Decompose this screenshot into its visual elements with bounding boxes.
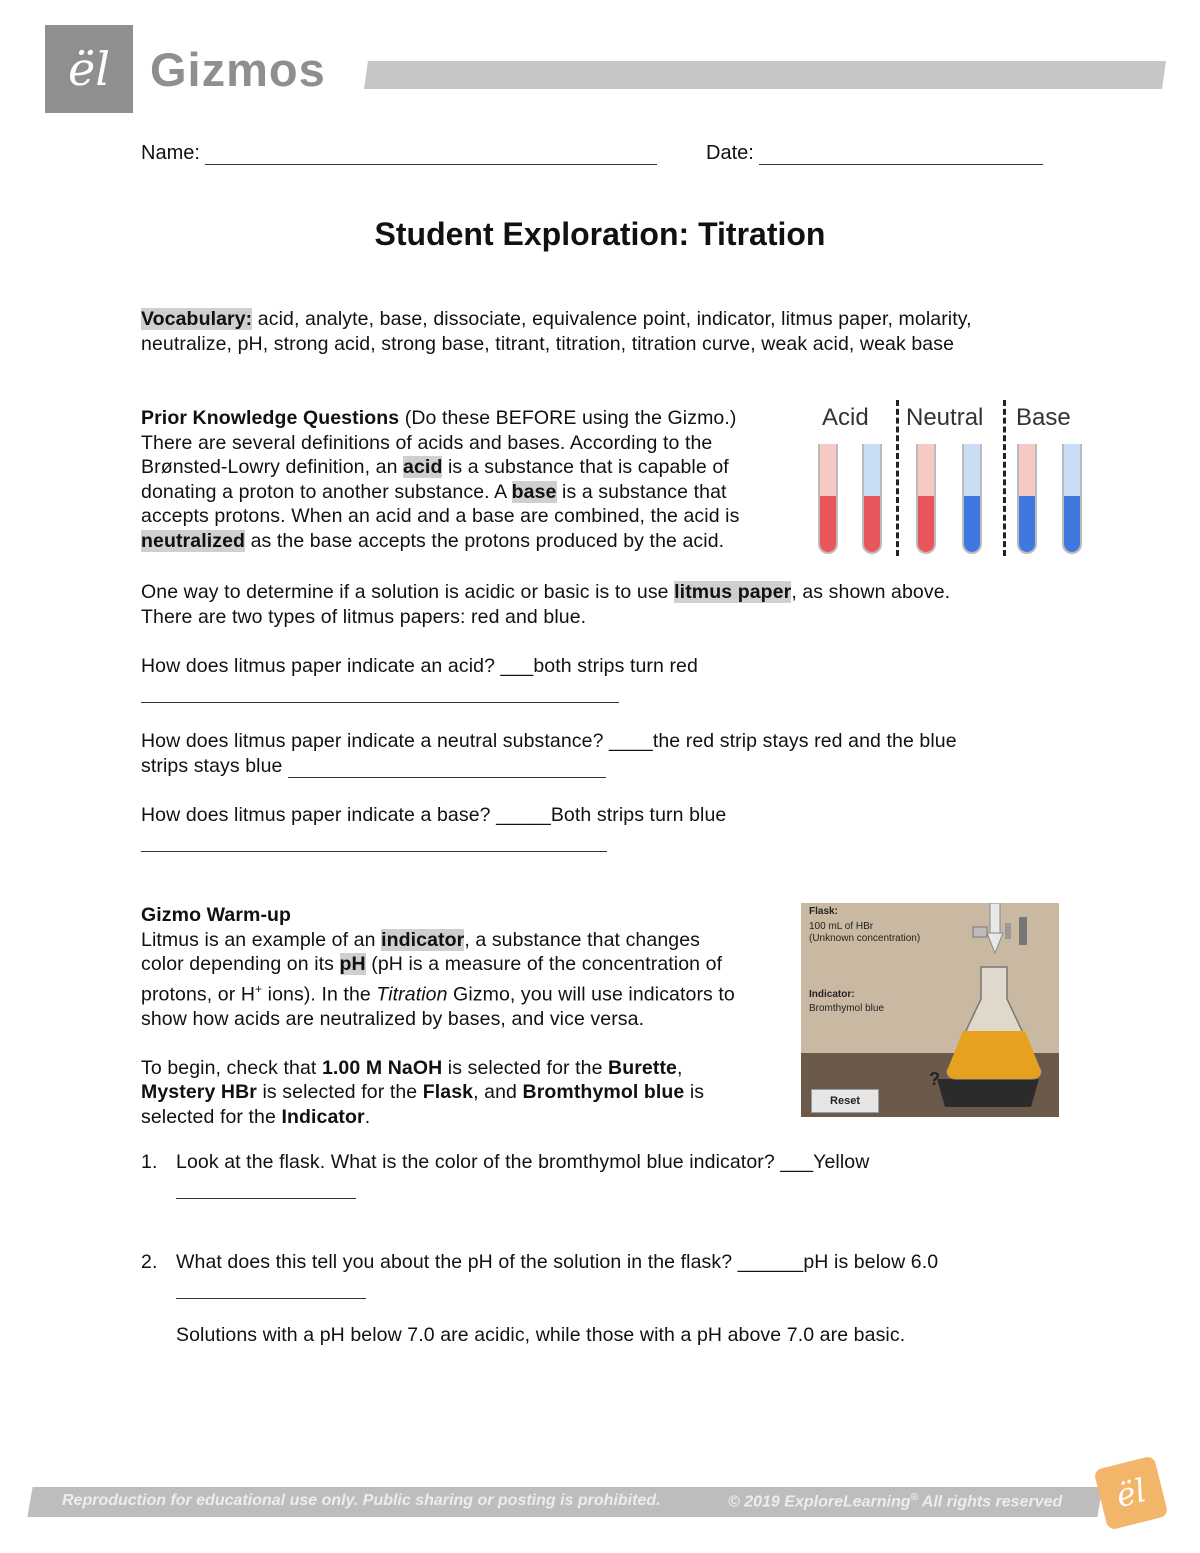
question-1-number: 1. <box>141 1151 158 1173</box>
litmus-paragraph: One way to determine if a solution is acidic or basic is to use litmus paper, as shown above. There are two types of litmus papers: red and blue. <box>141 580 1081 629</box>
question-2-number: 2. <box>141 1251 158 1273</box>
tube-acid-red <box>818 444 838 554</box>
litmus-figure <box>810 398 1095 558</box>
prior-line-6: neutralized as the base accepts the protons produced by the acid. <box>141 529 725 552</box>
tube-neutral-red <box>916 444 936 554</box>
header-bar <box>364 61 1166 89</box>
litmus-line-2: There are two types of litmus papers: red and blue. <box>141 605 587 628</box>
stand <box>1019 917 1027 945</box>
name-line[interactable] <box>205 144 657 165</box>
prior-line-4: donating a proton to another substance. A base is a substance that <box>141 480 727 503</box>
unknown-mark: ? <box>929 1069 940 1089</box>
term-ph: pH <box>339 953 366 975</box>
warmup-line-4: show how acids are neutralized by bases, and vice versa. <box>141 1007 645 1030</box>
footer-logo: ël <box>1093 1455 1168 1530</box>
name-field <box>141 142 657 165</box>
footer-copyright: © 2019 ExploreLearning® All rights reserved <box>728 1492 1063 1511</box>
litmus-base-label: Base <box>1016 404 1071 431</box>
burette-clamp <box>973 927 987 937</box>
question-neutral <box>141 729 1081 778</box>
date-line[interactable] <box>759 144 1043 165</box>
tube-base-blue <box>1062 444 1082 554</box>
question-1-text: Look at the flask. What is the color of the bromthymol blue indicator? ___Yellow <box>176 1151 870 1173</box>
question-2 <box>141 1250 1081 1348</box>
term-neutralized: neutralized <box>141 529 246 552</box>
gizmo-screenshot <box>801 903 1059 1117</box>
flask-liquid <box>947 1031 1041 1079</box>
ph-note: Solutions with a pH below 7.0 are acidic, while those with a pH above 7.0 are basic. <box>176 1324 906 1346</box>
brand-title: Gizmos <box>150 43 326 96</box>
vocabulary-line-1: acid, analyte, base, dissociate, equivalence point, indicator, litmus paper, molarity, <box>252 308 972 330</box>
question-acid-text: How does litmus paper indicate an acid? ___both strips turn red <box>141 655 698 677</box>
warmup-line-2: color depending on its pH (pH is a measure of the concentration of <box>141 953 723 975</box>
question-acid <box>141 654 1081 703</box>
litmus-neutral-label: Neutral <box>906 404 984 431</box>
question-neutral-text: How does litmus paper indicate a neutral substance? ____the red strip stays red and the blue <box>141 730 957 752</box>
gizmo-flask-value-2: (Unknown concentration) <box>809 933 921 944</box>
prior-line-5: accepts protons. When an acid and a base are combined, the acid is <box>141 505 740 527</box>
page-title: Student Exploration: Titration <box>374 216 826 252</box>
gizmo-warmup <box>141 903 801 1129</box>
footer-notice: Reproduction for educational use only. Public sharing or posting is prohibited. <box>62 1492 661 1509</box>
question-neutral-text-2: strips stays blue <box>141 754 283 777</box>
question-base <box>141 803 1081 852</box>
stir-plate <box>937 1079 1039 1107</box>
explorelearning-logo <box>45 25 133 113</box>
gizmo-indicator-value: Bromthymol blue <box>809 1003 885 1014</box>
gizmo-flask-label: Flask: <box>809 906 838 917</box>
tube-neutral-blue <box>962 444 982 554</box>
name-label: Name: <box>141 142 200 164</box>
prior-heading-note: (Do these BEFORE using the Gizmo.) <box>399 407 737 429</box>
answer-line-neutral[interactable] <box>288 759 606 778</box>
term-base: base <box>511 480 557 503</box>
answer-line-2[interactable] <box>176 1280 366 1299</box>
litmus-acid-label: Acid <box>822 404 869 431</box>
term-acid: acid <box>403 456 443 478</box>
warmup-heading: Gizmo Warm-up <box>141 904 292 926</box>
answer-line-base[interactable] <box>141 833 607 852</box>
prior-line-3: Brønsted-Lowry definition, an acid is a substance that is capable of <box>141 456 729 478</box>
reset-button[interactable]: Reset <box>811 1089 879 1113</box>
warmup-line-1: Litmus is an example of an indicator, a substance that changes <box>141 928 701 951</box>
tube-acid-blue <box>862 444 882 554</box>
vocabulary <box>141 307 1081 356</box>
flask-illustration <box>801 903 1059 1117</box>
gizmo-flask-value-1: 100 mL of HBr <box>809 921 874 932</box>
warmup-begin-2: Mystery HBr is selected for the Flask, and Bromthymol blue is <box>141 1081 705 1103</box>
logo-glyph: ël <box>68 42 110 96</box>
warmup-begin-3: selected for the Indicator. <box>141 1105 371 1128</box>
divider-2 <box>1003 400 1006 556</box>
divider-1 <box>896 400 899 556</box>
vocabulary-line-2: neutralize, pH, strong acid, strong base, titrant, titration, titration curve, weak acid, weak base <box>141 332 955 355</box>
vocabulary-label: Vocabulary: <box>141 308 253 330</box>
prior-knowledge <box>141 406 811 553</box>
question-1 <box>141 1150 1081 1199</box>
warmup-begin-1: To begin, check that 1.00 M NaOH is selected for the Burette, <box>141 1056 683 1079</box>
warmup-line-3: protons, or H+ ions). In the Titration Gizmo, you will use indicators to <box>141 981 735 1005</box>
term-litmus-paper: litmus paper <box>674 581 792 603</box>
prior-heading: Prior Knowledge Questions <box>141 407 400 429</box>
term-indicator: indicator <box>381 928 465 951</box>
question-base-text: How does litmus paper indicate a base? _____Both strips turn blue <box>141 804 727 826</box>
stopcock <box>1005 923 1011 939</box>
answer-line-acid[interactable] <box>141 684 619 703</box>
gizmo-indicator-label: Indicator: <box>809 989 855 1000</box>
date-label: Date: <box>706 142 754 164</box>
tube-base-red <box>1017 444 1037 554</box>
answer-line-1[interactable] <box>176 1180 356 1199</box>
burette-tube <box>990 903 1000 933</box>
prior-line-2: There are several definitions of acids and bases. According to the <box>141 431 713 454</box>
burette-tip <box>987 933 1003 953</box>
date-field <box>706 142 1043 165</box>
question-2-text: What does this tell you about the pH of the solution in the flask? ______pH is below 6.0 <box>176 1251 939 1273</box>
